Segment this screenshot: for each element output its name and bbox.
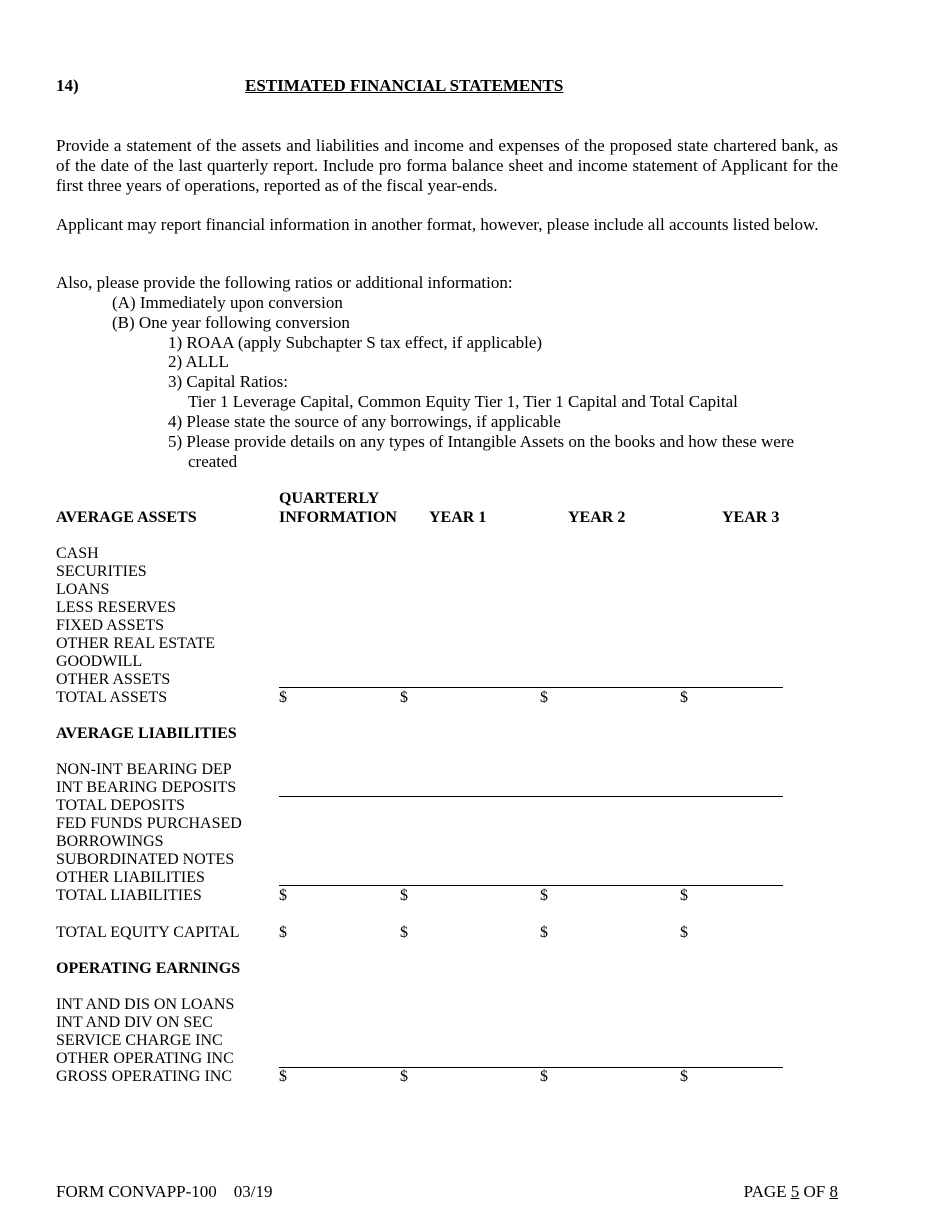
total-assets-year2-field[interactable]: $: [540, 689, 548, 706]
total-assets-label: TOTAL ASSETS: [56, 689, 168, 706]
total-liabilities-year3-field[interactable]: $: [680, 887, 688, 904]
asset-row: OTHER ASSETS: [56, 671, 171, 688]
col-quarterly-line2: INFORMATION: [279, 509, 397, 526]
asset-row: LOANS: [56, 581, 110, 598]
total-assets-year3-field[interactable]: $: [680, 689, 688, 706]
total-assets-year1-field[interactable]: $: [400, 689, 408, 706]
footer-page-prefix: PAGE: [743, 1182, 787, 1201]
earnings-row: INT AND DIS ON LOANS: [56, 996, 235, 1013]
total-liabilities-year2-field[interactable]: $: [540, 887, 548, 904]
gross-operating-label: GROSS OPERATING INC: [56, 1068, 233, 1085]
liability-row: TOTAL DEPOSITS: [56, 797, 185, 814]
asset-row: SECURITIES: [56, 563, 147, 580]
total-liabilities-label: TOTAL LIABILITIES: [56, 887, 202, 904]
footer-page-total: 8: [829, 1182, 838, 1201]
earnings-total-rule: [279, 1067, 783, 1068]
total-equity-quarterly-field[interactable]: $: [279, 924, 287, 941]
asset-row: CASH: [56, 545, 99, 562]
asset-row: OTHER REAL ESTATE: [56, 635, 215, 652]
footer-form-date: 03/19: [233, 1182, 273, 1201]
col-year-2: YEAR 2: [568, 509, 626, 526]
asset-row: LESS RESERVES: [56, 599, 177, 616]
total-liabilities-year1-field[interactable]: $: [400, 887, 408, 904]
earnings-row: OTHER OPERATING INC: [56, 1050, 234, 1067]
ratio-item-borrowings: 4) Please state the source of any borrowings, if applicable: [168, 412, 561, 431]
ratios-intro: Also, please provide the following ratios or additional information:: [56, 273, 513, 292]
gross-operating-year2-field[interactable]: $: [540, 1068, 548, 1085]
total-equity-year3-field[interactable]: $: [680, 924, 688, 941]
section-title: ESTIMATED FINANCIAL STATEMENTS: [245, 76, 564, 95]
liability-row: FED FUNDS PURCHASED: [56, 815, 242, 832]
timing-b: (B) One year following conversion: [112, 313, 350, 332]
footer-page: [744, 1182, 838, 1202]
total-assets-quarterly-field[interactable]: $: [279, 689, 287, 706]
footer-page-number: 5: [790, 1182, 800, 1201]
footer-page-of: OF: [803, 1182, 826, 1201]
deposits-subtotal-rule: [279, 796, 783, 797]
total-equity-year1-field[interactable]: $: [400, 924, 408, 941]
total-liabilities-quarterly-field[interactable]: $: [279, 887, 287, 904]
gross-operating-year1-field[interactable]: $: [400, 1068, 408, 1085]
section-number: 14): [56, 76, 79, 95]
total-equity-label: TOTAL EQUITY CAPITAL: [56, 924, 240, 941]
liabilities-heading: AVERAGE LIABILITIES: [56, 725, 237, 742]
timing-a: (A) Immediately upon conversion: [112, 293, 343, 312]
ratio-item-intangibles: 5) Please provide details on any types of Intangible Assets on the books and how these were: [168, 432, 795, 451]
earnings-heading: OPERATING EARNINGS: [56, 960, 241, 977]
earnings-row: SERVICE CHARGE INC: [56, 1032, 223, 1049]
liability-row: BORROWINGS: [56, 833, 164, 850]
gross-operating-quarterly-field[interactable]: $: [279, 1068, 287, 1085]
asset-row: GOODWILL: [56, 653, 143, 670]
col-year-1: YEAR 1: [429, 509, 487, 526]
col-year-3: YEAR 3: [722, 509, 780, 526]
assets-total-rule: [279, 687, 783, 688]
ratio-item-roaa: 1) ROAA (apply Subchapter S tax effect, if applicable): [168, 333, 543, 352]
intro-paragraph-2: Applicant may report financial information in another format, however, please include all accounts listed below.: [56, 215, 819, 234]
earnings-row: INT AND DIV ON SEC: [56, 1014, 213, 1031]
assets-heading: AVERAGE ASSETS: [56, 509, 197, 526]
liability-row: INT BEARING DEPOSITS: [56, 779, 237, 796]
liabilities-total-rule: [279, 885, 783, 886]
liability-row: SUBORDINATED NOTES: [56, 851, 235, 868]
ratio-item-alll: 2) ALLL: [168, 352, 229, 371]
ratio-item-intangibles-cont: created: [188, 452, 238, 471]
intro-paragraph-1: Provide a statement of the assets and liabilities and income and expenses of the proposed state chartered bank, as of the date of the last quarterly report. Include pro forma balance sheet and income statement of Applicant for the first three years of operations, reported as of the fiscal year-ends.: [56, 136, 838, 195]
footer-form: [56, 1182, 273, 1202]
ratio-item-capital-detail: Tier 1 Leverage Capital, Common Equity Tier 1, Tier 1 Capital and Total Capital: [188, 392, 738, 411]
ratio-item-capital: 3) Capital Ratios:: [168, 372, 288, 391]
col-quarterly-line1: QUARTERLY: [279, 490, 380, 507]
total-equity-year2-field[interactable]: $: [540, 924, 548, 941]
footer-form-id: FORM CONVAPP-100: [56, 1182, 217, 1201]
asset-row: FIXED ASSETS: [56, 617, 165, 634]
liability-row: NON-INT BEARING DEP: [56, 761, 232, 778]
gross-operating-year3-field[interactable]: $: [680, 1068, 688, 1085]
liability-row: OTHER LIABILITIES: [56, 869, 205, 886]
